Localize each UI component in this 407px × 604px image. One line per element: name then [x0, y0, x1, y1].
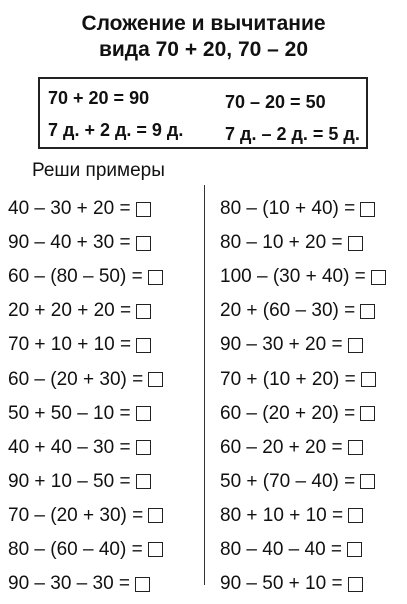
- example-row: [8, 294, 163, 328]
- example-text: 100 – (30 + 40) =: [220, 266, 366, 288]
- example-text: 40 – 30 + 20 =: [8, 198, 131, 220]
- example-row: [8, 260, 163, 294]
- answer-box[interactable]: [360, 406, 375, 421]
- rule-addition: 70 + 20 = 90: [48, 88, 150, 108]
- rule-subtraction: 70 – 20 = 50: [225, 92, 326, 112]
- column-divider: [204, 185, 205, 585]
- left-example-column: [8, 192, 163, 601]
- answer-box[interactable]: [136, 304, 151, 319]
- example-row: [220, 533, 386, 567]
- page-title: Сложение и вычитание: [81, 12, 326, 35]
- example-row: [8, 328, 163, 362]
- example-row: [220, 499, 386, 533]
- rule-subtraction-tens: 7 д. – 2 д. = 5 д.: [225, 124, 360, 144]
- example-row: [220, 260, 386, 294]
- answer-box[interactable]: [347, 542, 362, 557]
- example-text: 70 – (20 + 30) =: [8, 504, 144, 526]
- example-row: [8, 533, 163, 567]
- answer-box[interactable]: [136, 202, 151, 217]
- answer-box[interactable]: [371, 270, 386, 285]
- example-text: 40 + 40 – 30 =: [8, 436, 131, 458]
- answer-box[interactable]: [360, 304, 375, 319]
- example-row: [8, 192, 163, 226]
- example-text: 20 + 20 + 20 =: [8, 300, 132, 322]
- example-text: 90 – 40 + 30 =: [8, 232, 131, 254]
- answer-box[interactable]: [361, 372, 376, 387]
- example-text: 60 – (20 + 30) =: [8, 368, 144, 390]
- example-text: 80 – 10 + 20 =: [220, 232, 343, 254]
- example-text: 70 + (10 + 20) =: [220, 368, 356, 390]
- example-text: 90 – 30 + 20 =: [220, 334, 343, 356]
- example-text: 70 + 10 + 10 =: [8, 334, 132, 356]
- example-row: [220, 362, 386, 396]
- example-text: 80 + 10 + 10 =: [220, 504, 344, 526]
- example-text: 90 + 10 – 50 =: [8, 470, 131, 492]
- example-row: [220, 431, 386, 465]
- answer-box[interactable]: [135, 577, 150, 592]
- answer-box[interactable]: [360, 202, 375, 217]
- example-text: 80 – (10 + 40) =: [220, 198, 356, 220]
- example-row: [8, 226, 163, 260]
- answer-box[interactable]: [148, 372, 163, 387]
- answer-box[interactable]: [136, 474, 151, 489]
- example-text: 90 – 30 – 30 =: [8, 573, 131, 595]
- example-row: [220, 294, 386, 328]
- page-subtitle: вида 70 + 20, 70 – 20: [98, 38, 309, 61]
- example-row: [220, 465, 386, 499]
- example-row: [220, 328, 386, 362]
- example-row: [8, 499, 163, 533]
- example-row: [8, 397, 163, 431]
- example-row: [220, 397, 386, 431]
- answer-box[interactable]: [136, 236, 151, 251]
- rule-addition-tens: 7 д. + 2 д. = 9 д.: [48, 120, 184, 140]
- example-row: [8, 465, 163, 499]
- example-text: 60 – 20 + 20 =: [220, 436, 343, 458]
- example-row: [8, 567, 163, 601]
- answer-box[interactable]: [348, 577, 363, 592]
- instruction: Реши примеры: [32, 160, 165, 181]
- answer-box[interactable]: [136, 406, 151, 421]
- answer-box[interactable]: [348, 440, 363, 455]
- answer-box[interactable]: [136, 338, 151, 353]
- example-text: 60 – (80 – 50) =: [8, 266, 143, 288]
- example-text: 80 – (60 – 40) =: [8, 538, 143, 560]
- example-row: [8, 431, 163, 465]
- answer-box[interactable]: [148, 542, 163, 557]
- answer-box[interactable]: [348, 338, 363, 353]
- example-text: 80 – 40 – 40 =: [220, 538, 343, 560]
- example-row: [220, 567, 386, 601]
- example-text: 20 + (60 – 30) =: [220, 300, 356, 322]
- answer-box[interactable]: [136, 440, 151, 455]
- example-text: 50 + (70 – 40) =: [220, 470, 356, 492]
- answer-box[interactable]: [148, 270, 163, 285]
- example-row: [220, 192, 386, 226]
- answer-box[interactable]: [348, 508, 363, 523]
- example-row: [8, 362, 163, 396]
- example-text: 60 – (20 + 20) =: [220, 402, 356, 424]
- example-row: [220, 226, 386, 260]
- example-text: 50 + 50 – 10 =: [8, 402, 131, 424]
- right-example-column: [220, 192, 386, 601]
- rule-box: [38, 77, 368, 149]
- answer-box[interactable]: [148, 508, 163, 523]
- example-text: 90 – 50 + 10 =: [220, 573, 343, 595]
- answer-box[interactable]: [360, 474, 375, 489]
- answer-box[interactable]: [348, 236, 363, 251]
